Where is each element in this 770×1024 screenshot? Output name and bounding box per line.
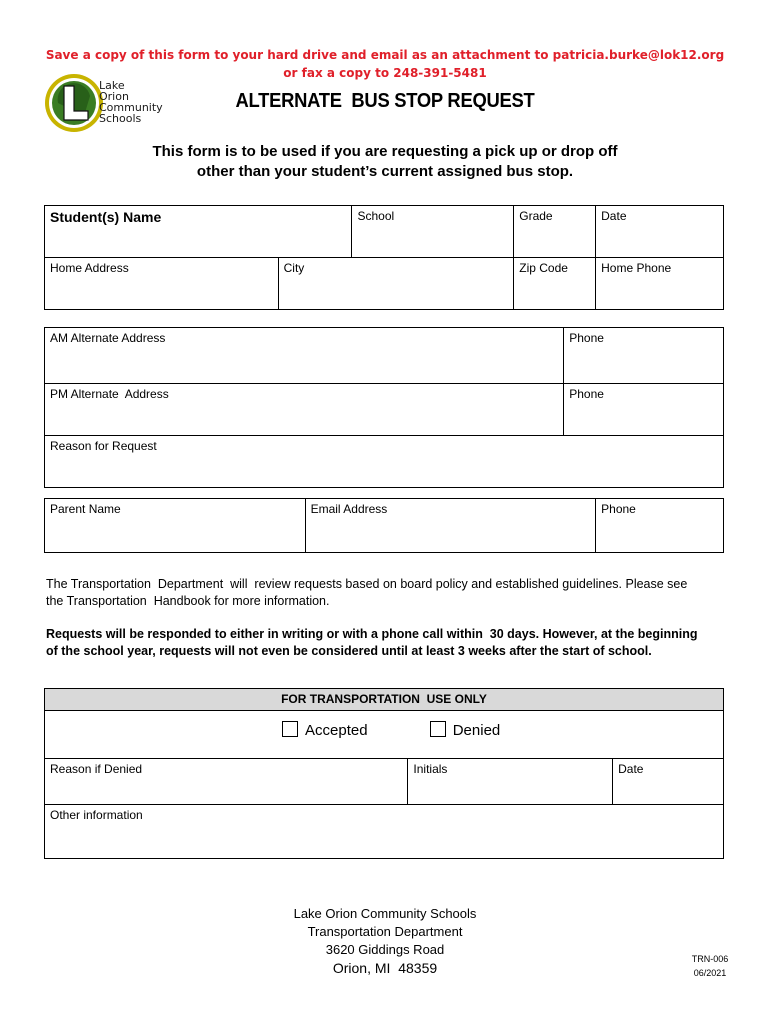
intro-line-1: This form is to be used if you are requesting a pick up or drop off	[152, 143, 618, 160]
response-time-line-1: Requests will be responded to either in writing or with a phone call within 30 days. However, at the beginning	[46, 627, 698, 641]
email-address-field[interactable]	[305, 499, 596, 553]
logo-line-1: Lake	[99, 79, 125, 92]
parent-phone-field[interactable]	[596, 499, 724, 553]
date-field[interactable]	[596, 206, 724, 258]
student-info-table	[44, 205, 724, 310]
parent-phone-label: Phone	[601, 502, 636, 516]
reason-for-request-field[interactable]	[45, 436, 724, 488]
other-information-field[interactable]	[45, 805, 724, 859]
intro-text	[0, 142, 770, 182]
accepted-checkbox[interactable]	[282, 721, 298, 737]
home-phone-label: Home Phone	[601, 261, 672, 275]
form-code	[680, 952, 740, 980]
footer-line-4: Orion, MI 48359	[332, 960, 438, 976]
parent-info-table	[44, 498, 724, 553]
parent-name-label: Parent Name	[50, 502, 121, 516]
accepted-option[interactable]	[282, 722, 372, 739]
pm-phone-field[interactable]	[564, 384, 724, 436]
email-address-label: Email Address	[310, 502, 388, 516]
home-address-label: Home Address	[50, 261, 129, 275]
school-field[interactable]	[352, 206, 514, 258]
footer-line-2: Transportation Department	[307, 924, 463, 939]
transportation-use-table	[44, 688, 724, 859]
response-time-text	[46, 626, 726, 660]
notice-line-2: or fax a copy to 248-391-5481	[283, 66, 487, 80]
office-use-header	[45, 689, 724, 711]
form-code-id: TRN-006	[691, 954, 729, 964]
reason-if-denied-field[interactable]	[45, 759, 408, 805]
form-code-date: 06/2021	[693, 968, 727, 978]
denied-checkbox[interactable]	[430, 721, 446, 737]
zip-code-label: Zip Code	[519, 261, 568, 275]
form-title: ALTERNATE BUS STOP REQUEST	[235, 90, 535, 112]
pm-phone-label: Phone	[569, 387, 604, 401]
initials-label: Initials	[413, 762, 448, 776]
reason-if-denied-label: Reason if Denied	[50, 762, 143, 776]
footer-line-1: Lake Orion Community Schools	[293, 906, 477, 921]
footer-address	[0, 905, 770, 977]
footer-line-3: 3620 Giddings Road	[325, 942, 445, 957]
office-date-label: Date	[618, 762, 644, 776]
home-phone-field[interactable]	[596, 258, 724, 310]
grade-field[interactable]	[514, 206, 596, 258]
pm-address-label: PM Alternate Address	[50, 387, 169, 401]
school-label: School	[357, 209, 395, 223]
logo-line-3: Community	[99, 101, 163, 114]
grade-label: Grade	[519, 209, 553, 223]
zip-code-field[interactable]	[514, 258, 596, 310]
logo-line-2: Orion	[99, 90, 129, 103]
am-address-label: AM Alternate Address	[50, 331, 166, 345]
reason-for-request-label: Reason for Request	[50, 439, 157, 453]
city-field[interactable]	[278, 258, 514, 310]
students-name-field[interactable]	[45, 206, 352, 258]
alternate-address-table	[44, 327, 724, 488]
review-policy-line-1: The Transportation Department will review requests based on board policy and established guidelines. Please see	[46, 577, 688, 591]
review-policy-line-2: the Transportation Handbook for more information.	[46, 594, 330, 608]
parent-name-field[interactable]	[45, 499, 306, 553]
denied-label: Denied	[452, 722, 501, 739]
am-address-field[interactable]	[45, 328, 564, 384]
accepted-label: Accepted	[305, 722, 368, 739]
office-use-header-label: FOR TRANSPORTATION USE ONLY	[281, 692, 487, 706]
pm-address-field[interactable]	[45, 384, 564, 436]
home-address-field[interactable]	[45, 258, 279, 310]
decision-row	[45, 711, 724, 759]
office-date-field[interactable]	[613, 759, 724, 805]
intro-line-2: other than your student’s current assigned bus stop.	[196, 163, 574, 180]
initials-field[interactable]	[408, 759, 613, 805]
city-label: City	[283, 261, 305, 275]
am-phone-label: Phone	[569, 331, 604, 345]
logo-line-4: Schools	[99, 112, 142, 125]
date-label: Date	[601, 209, 627, 223]
students-name-label: Student(s) Name	[50, 209, 162, 225]
response-time-line-2: of the school year, requests will not even be considered until at least 3 weeks after the start of school.	[46, 644, 652, 658]
denied-option[interactable]	[430, 722, 501, 739]
notice-line-1: Save a copy of this form to your hard drive and email as an attachment to patricia.burke@lok12.org	[45, 48, 725, 62]
review-policy-text	[46, 576, 726, 610]
other-information-label: Other information	[50, 808, 143, 822]
am-phone-field[interactable]	[564, 328, 724, 384]
